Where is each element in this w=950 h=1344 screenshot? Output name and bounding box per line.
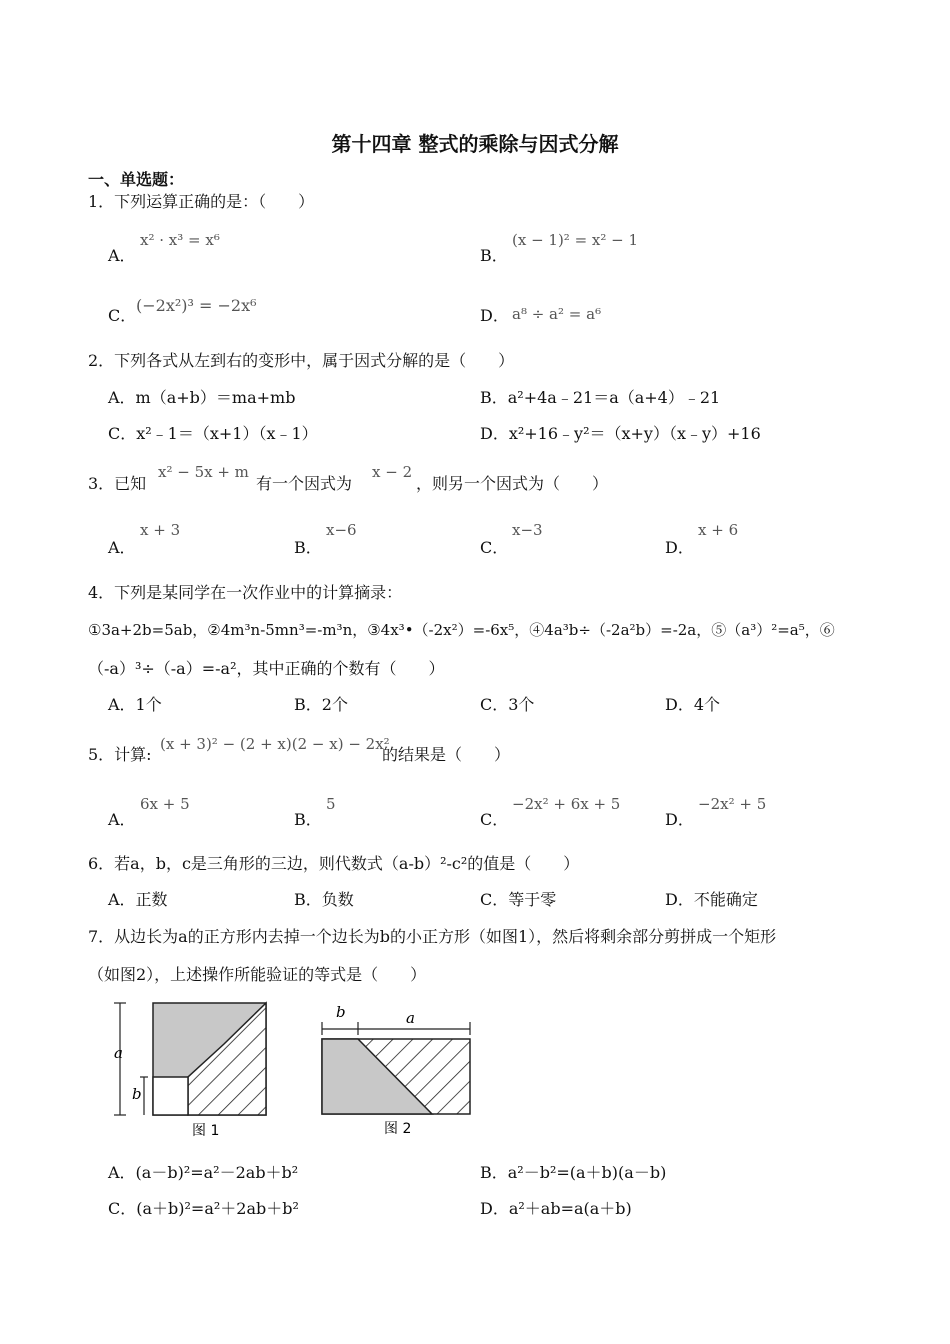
q1-option-a-expr: x² · x³ = x⁶ bbox=[140, 231, 220, 249]
q2-option-c: C．x²﹣1＝（x+1）（x﹣1） bbox=[108, 424, 318, 443]
fig2-label-b: b bbox=[336, 1003, 346, 1021]
question-3-stem-post: ，则另一个因式为（ ） bbox=[416, 474, 609, 493]
q5-option-c-label: C． bbox=[480, 810, 509, 829]
q1-option-c-label: C． bbox=[108, 306, 137, 325]
fig1-caption: 图 1 bbox=[192, 1123, 220, 1139]
q7-option-a: A．(a－b)²=a²－2ab＋b² bbox=[108, 1163, 299, 1182]
q4-option-c: C．3个 bbox=[480, 695, 535, 714]
q3-option-b-expr: x−6 bbox=[326, 521, 357, 539]
q3-option-c-expr: x−3 bbox=[512, 521, 543, 539]
section-heading: 一、单选题： bbox=[88, 170, 185, 189]
question-3-stem-mid: 有一个因式为 bbox=[256, 474, 353, 493]
q3-option-d-label: D． bbox=[665, 538, 694, 557]
q5-expr: (x + 3)² − (2 + x)(2 − x) − 2x² bbox=[160, 735, 390, 753]
q3-expr-2: x − 2 bbox=[372, 463, 413, 481]
fig1-removed-square bbox=[153, 1077, 188, 1115]
q7-option-d: D．a²＋ab=a(a＋b) bbox=[480, 1199, 632, 1218]
q3-option-d-expr: x + 6 bbox=[698, 521, 739, 539]
question-5-stem-pre: 5．计算: bbox=[88, 745, 152, 764]
q3-option-a-label: A． bbox=[108, 538, 136, 557]
q5-option-a-label: A． bbox=[108, 810, 136, 829]
question-3-stem-pre: 3．已知 bbox=[88, 474, 147, 493]
question-6-stem: 6．若a，b，c是三角形的三边，则代数式（a-b）²-c²的值是（ ） bbox=[88, 854, 580, 873]
question-2-stem: 2．下列各式从左到右的变形中，属于因式分解的是（ ） bbox=[88, 351, 515, 370]
q6-option-b: B．负数 bbox=[294, 890, 354, 909]
fig2-label-a: a bbox=[406, 1009, 415, 1027]
q2-option-b: B．a²+4a﹣21＝a（a+4）﹣21 bbox=[480, 388, 721, 407]
question-7-line-2: （如图2），上述操作所能验证的等式是（ ） bbox=[88, 965, 427, 984]
q3-option-a-expr: x + 3 bbox=[140, 521, 181, 539]
q5-option-d-expr: −2x² + 5 bbox=[698, 795, 767, 813]
question-4-line-1: ①3a+2b=5ab，②4m³n-5mn³=-m³n，③4x³•（-2x²）=-6x⁵，④4a³b÷（-2a²b）=-2a，⑤（a³）²=a⁵，⑥ bbox=[88, 621, 835, 639]
q7-option-c: C．(a＋b)²=a²＋2ab＋b² bbox=[108, 1199, 299, 1218]
fig2-caption: 图 2 bbox=[384, 1121, 412, 1137]
q6-option-d: D．不能确定 bbox=[665, 890, 758, 909]
q4-option-a: A．1个 bbox=[108, 695, 162, 714]
question-1-stem: 1．下列运算正确的是：（ ） bbox=[88, 192, 315, 211]
figure-2 bbox=[322, 1003, 470, 1137]
q1-option-a-label: A． bbox=[108, 246, 136, 265]
q1-option-d-label: D． bbox=[480, 306, 509, 325]
q6-option-a: A．正数 bbox=[108, 890, 168, 909]
q1-option-c-expr: (−2x²)³ = −2x⁶ bbox=[136, 296, 257, 315]
q6-option-c: C．等于零 bbox=[480, 890, 557, 909]
fig1-label-b: b bbox=[132, 1085, 142, 1103]
q5-option-a-expr: 6x + 5 bbox=[140, 795, 190, 813]
q7-option-b: B．a²－b²=(a＋b)(a－b) bbox=[480, 1163, 667, 1182]
question-7-line-1: 7．从边长为a的正方形内去掉一个边长为b的小正方形（如图1），然后将剩余部分剪拼成一个矩形 bbox=[88, 927, 777, 946]
q5-option-b-expr: 5 bbox=[326, 795, 336, 813]
q7-figures bbox=[100, 995, 500, 1145]
fig1-label-a: a bbox=[114, 1044, 123, 1062]
q5-option-d-label: D． bbox=[665, 810, 694, 829]
q4-option-b: B．2个 bbox=[294, 695, 348, 714]
q3-option-b-label: B． bbox=[294, 538, 322, 557]
q5-option-c-expr: −2x² + 6x + 5 bbox=[512, 795, 621, 813]
question-4-line-2: （-a）³÷（-a）=-a²，其中正确的个数有（ ） bbox=[88, 659, 445, 678]
figure-1 bbox=[114, 1003, 266, 1139]
q1-option-b-expr: (x − 1)² = x² − 1 bbox=[512, 231, 639, 249]
page-title: 第十四章 整式的乘除与因式分解 bbox=[331, 132, 619, 156]
q2-option-d: D．x²+16﹣y²＝（x+y）（x﹣y）+16 bbox=[480, 424, 761, 443]
question-5-stem-post: 的结果是（ ） bbox=[382, 745, 511, 764]
q5-option-b-label: B． bbox=[294, 810, 322, 829]
question-4-stem: 4．下列是某同学在一次作业中的计算摘录： bbox=[88, 583, 403, 602]
q3-expr-1: x² − 5x + m bbox=[158, 463, 249, 481]
q3-option-c-label: C． bbox=[480, 538, 509, 557]
q4-option-d: D．4个 bbox=[665, 695, 721, 714]
q1-option-b-label: B． bbox=[480, 246, 508, 265]
q1-option-d-expr: a⁸ ÷ a² = a⁶ bbox=[512, 305, 602, 323]
q2-option-a: A．m（a+b）＝ma+mb bbox=[108, 388, 296, 407]
